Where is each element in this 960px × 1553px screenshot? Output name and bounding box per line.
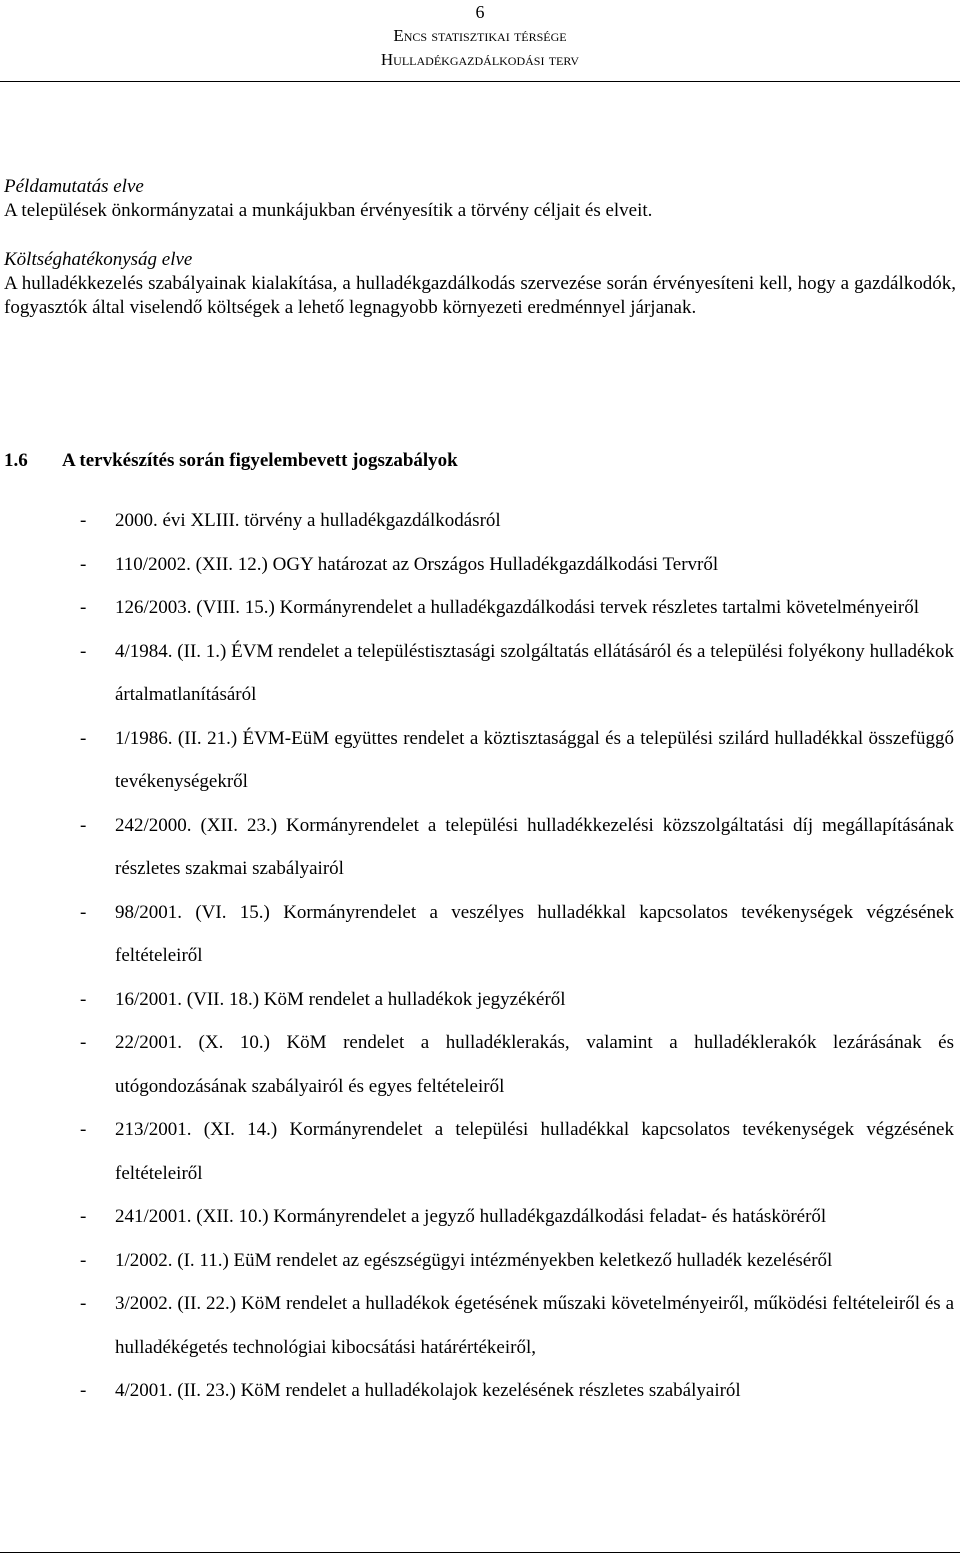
list-item xyxy=(4,978,954,1022)
legislation-list xyxy=(4,499,954,1413)
list-item xyxy=(4,1021,954,1108)
page-header xyxy=(0,0,960,72)
list-item xyxy=(4,586,954,630)
principle-title: Költséghatékonyság elve xyxy=(4,249,193,270)
list-item-text: 22/2001. (X. 10.) KöM rendelet a hulladéklerakás, valamint a hulladéklerakók lezárásának és utógondozásának szabályairól és egyes feltételeiről xyxy=(115,1032,954,1097)
list-dash: - xyxy=(80,988,87,1010)
list-dash: - xyxy=(80,553,87,575)
list-item xyxy=(4,717,954,804)
list-dash: - xyxy=(80,597,87,618)
list-item-text: 16/2001. (VII. 18.) KöM rendelet a hulladékok jegyzékéről xyxy=(115,988,566,1010)
list-item-text: 3/2002. (II. 22.) KöM rendelet a hulladékok égetésének műszaki követelményeiről, működési feltételeiről és a hulladékégetés technológiai kibocsátási határértékeiről, xyxy=(115,1293,954,1358)
list-dash: - xyxy=(80,1249,87,1271)
principle-text: A települések önkormányzatai a munkájukban érvényesítik a törvény céljait és elveit. xyxy=(4,200,653,221)
list-dash: - xyxy=(80,1032,87,1053)
list-item xyxy=(4,1239,954,1283)
list-dash: - xyxy=(80,1119,87,1140)
list-dash: - xyxy=(80,727,87,749)
list-dash: - xyxy=(80,901,87,923)
section-number: 1.6 xyxy=(4,450,28,471)
header-rule xyxy=(0,81,960,82)
list-dash: - xyxy=(80,1206,87,1227)
header-region-title: Encs statisztikai térsége xyxy=(393,26,567,45)
principle-text: A hulladékkezelés szabályainak kialakítása, a hulladékgazdálkodás szervezése során érvényesíteni kell, hogy a gazdálkodók, fogyasztók által viselendő költségek a lehető legnagyobb környezeti eredménnyel járjanak. xyxy=(4,273,956,318)
list-item xyxy=(4,1282,954,1369)
paragraph-gap xyxy=(4,223,956,248)
list-item xyxy=(4,1195,954,1239)
page-number: 6 xyxy=(475,2,485,22)
list-item-text: 4/1984. (II. 1.) ÉVM rendelet a településtisztasági szolgáltatás ellátásáról és a települési folyékony hulladékok ártalmatlanításáról xyxy=(115,640,954,705)
list-item-text: 1/1986. (II. 21.) ÉVM-EüM együttes rendelet a köztisztasággal és a települési szilárd hulladékkal összefüggő tevékenységekről xyxy=(115,727,954,792)
list-dash: - xyxy=(80,640,87,662)
principle-paragraph xyxy=(4,248,956,320)
header-document-title: Hulladékgazdálkodási terv xyxy=(380,50,580,69)
list-item-text: 241/2001. (XII. 10.) Kormányrendelet a jegyző hulladékgazdálkodási feladat- és hatásköréről xyxy=(115,1206,827,1227)
list-item-text: 4/2001. (II. 23.) KöM rendelet a hulladékolajok kezelésének részletes szabályairól xyxy=(115,1380,741,1401)
list-dash: - xyxy=(80,1293,87,1314)
list-item-text: 98/2001. (VI. 15.) Kormányrendelet a veszélyes hulladékkal kapcsolatos tevékenységek végzésének feltételeiről xyxy=(115,901,954,966)
list-item xyxy=(4,543,954,587)
list-item-text: 2000. évi XLIII. törvény a hulladékgazdálkodásról xyxy=(115,510,501,531)
list-dash: - xyxy=(80,1380,87,1401)
list-dash: - xyxy=(80,814,87,836)
principles-block xyxy=(4,175,956,320)
list-item xyxy=(4,499,954,543)
list-item xyxy=(4,804,954,891)
principle-title: Példamutatás elve xyxy=(4,176,144,197)
list-item xyxy=(4,630,954,717)
list-item-text: 110/2002. (XII. 12.) OGY határozat az Országos Hulladékgazdálkodási Tervről xyxy=(115,553,719,575)
list-item-text: 213/2001. (XI. 14.) Kormányrendelet a települési hulladékkal kapcsolatos tevékenységek végzésének feltételeiről xyxy=(115,1119,954,1184)
list-item xyxy=(4,1369,954,1413)
list-item-text: 242/2000. (XII. 23.) Kormányrendelet a települési hulladékkezelési közszolgáltatási díj megállapításának részletes szakmai szabályairól xyxy=(115,814,954,879)
list-item xyxy=(4,891,954,978)
list-item xyxy=(4,1108,954,1195)
principle-paragraph xyxy=(4,175,956,223)
list-dash: - xyxy=(80,510,87,531)
section-heading xyxy=(4,449,458,473)
list-item-text: 126/2003. (VIII. 15.) Kormányrendelet a hulladékgazdálkodási tervek részletes tartalmi követelményeiről xyxy=(115,597,920,618)
list-item-text: 1/2002. (I. 11.) EüM rendelet az egészségügyi intézményekben keletkező hulladék kezeléséről xyxy=(115,1249,833,1271)
section-title: A tervkészítés során figyelembevett jogszabályok xyxy=(62,450,458,471)
